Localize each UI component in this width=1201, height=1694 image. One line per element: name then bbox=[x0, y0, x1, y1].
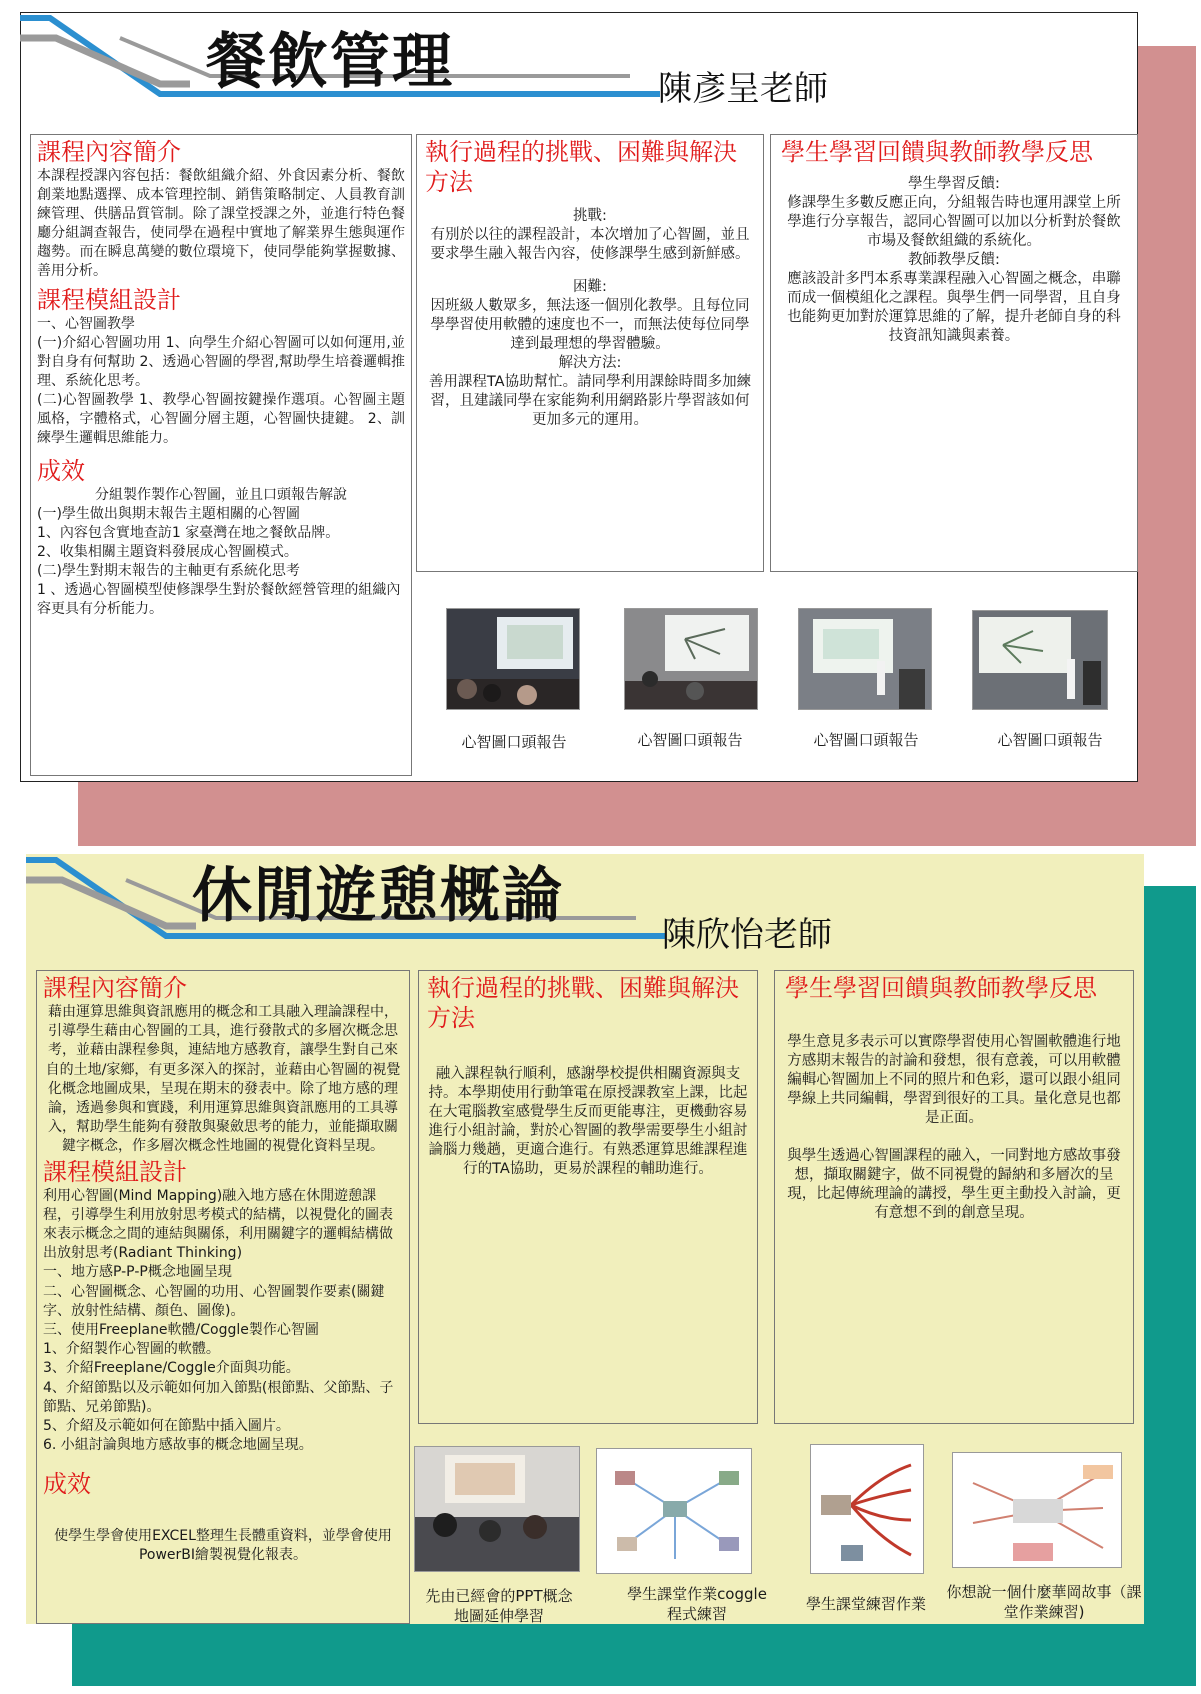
mindmap-screenshot bbox=[810, 1444, 924, 1574]
bottom-column-feedback bbox=[774, 970, 1134, 1424]
photo-caption: 心智圖口頭報告 bbox=[813, 731, 919, 749]
list-item: 1 、透過心智圖模型使修課學生對於餐飲經營管理的組織內容更具有分析能力。 bbox=[37, 582, 401, 617]
list-item: (二)心智圖教學 1、教學心智圖按鍵操作選項。心智圖主題風格，字體格式，心智圖分層主題，心智圖快捷鍵。 2、訓練學生邏輯思維能力。 bbox=[37, 392, 405, 446]
classroom-photo bbox=[972, 610, 1108, 710]
classroom-photo bbox=[798, 608, 932, 710]
section-heading: 執行過程的挑戰、困難與解決方法 bbox=[425, 138, 737, 196]
section-heading: 成效 bbox=[43, 1470, 91, 1499]
top-column-intro bbox=[30, 134, 412, 776]
bottom-column-intro bbox=[36, 970, 410, 1624]
photo-caption: 心智圖口頭報告 bbox=[997, 731, 1103, 749]
course-title: 餐飲管理 bbox=[206, 27, 454, 97]
top-column-feedback bbox=[770, 134, 1138, 572]
list-item: 利用心智圖(Mind Mapping)融入地方感在休閒遊憩課程，引導學生利用放射思考模式的結構，以視覺化的圖表來表示概念之間的連結與關係，利用關鍵字的邏輯結構做出放射思考(Radiant Thinking) bbox=[43, 1187, 393, 1262]
mindmap-screenshot bbox=[952, 1452, 1122, 1568]
section-text: 學生意見多表示可以實際學習使用心智圖軟體進行地方感期末報告的討論和發想，很有意義，可以用軟體編輯心智圖加上不同的照片和色彩，還可以跟小組同學線上共同編輯，學習到很好的工具。量化意見也都是正面。 bbox=[787, 1034, 1121, 1126]
section-heading: 課程模組設計 bbox=[43, 1157, 187, 1186]
label: 教師教學反饋: bbox=[908, 252, 1000, 268]
list-item: 一、心智圖教學 bbox=[37, 316, 135, 332]
section-heading: 課程模組設計 bbox=[37, 286, 181, 314]
label: 挑戰: bbox=[573, 208, 607, 224]
list-item: 4、介紹節點以及示範如何加入節點(根節點、父節點、子節點、兄弟節點)。 bbox=[43, 1379, 394, 1415]
section-text: 有別於以往的課程設計，本次增加了心智圖，並且要求學生融入報告內容，使修課學生感到新鮮感。 bbox=[430, 227, 750, 262]
list-item: 二、心智圖概念、心智圖的功用、心智圖製作要素(關鍵字、放射性結構、顏色、圖像)。 bbox=[43, 1283, 385, 1319]
section-text: 修課學生多數反應正向，分組報告時也運用課堂上所學進行分享報告，認同心智圖可以加以分析對於餐飲市場及餐飲組織的系統化。 bbox=[787, 195, 1121, 249]
list-item: 5、介紹及示範如何在節點中插入圖片。 bbox=[43, 1418, 290, 1435]
teacher-name: 陳欣怡老師 bbox=[662, 915, 832, 955]
photo-caption: 學生課堂作業coggle程式練習 bbox=[627, 1585, 767, 1623]
label: 學生學習反饋: bbox=[908, 176, 1000, 192]
section-heading: 執行過程的挑戰、困難與解決方法 bbox=[427, 974, 739, 1032]
section-text: 分組製作製作心智圖，並且口頭報告解說 bbox=[95, 487, 347, 503]
top-column-challenges bbox=[416, 134, 764, 572]
section-text: 因班級人數眾多，無法逐一個別化教學。且每位同學學習使用軟體的速度也不一，而無法使每位同學達到最理想的學習體驗。 bbox=[430, 298, 750, 352]
classroom-photo bbox=[624, 608, 758, 710]
section-heading: 學生學習回饋與教師教學反思 bbox=[785, 974, 1097, 1002]
section-text: 本課程授課內容包括：餐飲組織介紹、外食因素分析、餐飲創業地點選擇、成本管理控制、銷售策略制定、人員教育訓練管理、供膳品質管制。除了課堂授課之外，並進行特色餐廳分組調查報告，使同學在過程中實地了解業界生態與運作趨勢。而在瞬息萬變的數位環境下，使同學能夠掌握數據、善用分析。 bbox=[37, 168, 405, 279]
list-item: 6. 小組討論與地方感故事的概念地圖呈現。 bbox=[43, 1437, 313, 1454]
list-item: (一)學生做出與期末報告主題相關的心智圖 bbox=[37, 506, 300, 522]
mindmap-screenshot bbox=[596, 1448, 752, 1574]
list-item: 3、介紹Freeplane/Coggle介面與功能。 bbox=[43, 1360, 300, 1377]
section-heading: 課程內容簡介 bbox=[37, 138, 181, 166]
list-item: 2、收集相關主題資料發展成心智圖模式。 bbox=[37, 544, 298, 560]
section-heading: 學生學習回饋與教師教學反思 bbox=[781, 138, 1093, 166]
list-item: 三、使用Freeplane軟體/Coggle製作心智圖 bbox=[43, 1322, 319, 1339]
course-title: 休閒遊憩概論 bbox=[192, 861, 564, 931]
section-text: 使學生學會使用EXCEL整理生長體重資料，並學會使用PowerBI繪製視覺化報表。 bbox=[54, 1528, 392, 1564]
classroom-photo bbox=[414, 1446, 580, 1572]
label: 解決方法: bbox=[558, 355, 622, 371]
list-item: (二)學生對期末報告的主軸更有系統化思考 bbox=[37, 563, 300, 579]
section-text: 藉由運算思維與資訊應用的概念和工具融入理論課程中，引導學生藉由心智圖的工具，進行發散式的多層次概念思考，並藉由課程參與，連結地方感教育，讓學生對自己來自的土地/家鄉，有更多深入的探討，並藉由心智圖的視覺化概念地圖成果，呈現在期末的發表中。除了地方感的理論，透過參與和實踐，利用運算思維與資訊應用的工具導入，幫助學生能夠有發散與聚斂思考的能力，並能擷取關鍵字概念，作多層次概念性地圖的視覺化資料呈現。 bbox=[45, 1004, 401, 1155]
bottom-column-challenges bbox=[418, 970, 758, 1424]
list-item: 1、介紹製作心智圖的軟體。 bbox=[43, 1341, 220, 1358]
list-item: 一、地方感P-P-P概念地圖呈現 bbox=[43, 1264, 232, 1281]
photo-caption: 學生課堂練習作業 bbox=[805, 1595, 926, 1613]
section-heading: 成效 bbox=[37, 457, 85, 485]
section-text: 融入課程執行順利，感謝學校提供相關資源與支持。本學期使用行動筆電在原授課教室上課，比起在大電腦教室感覺學生反而更能專注，更機動容易進行小組討論，對於心智圖的教學需要學生小組討論腦力幾趟，更適合進行。有熟悉運算思維課程進行的TA協助，更易於課程的輔助進行。 bbox=[428, 1066, 748, 1177]
list-item: (一)介紹心智圖功用 1、向學生介紹心智圖可以如何運用,並對自身有何幫助 2、透過心智圖的學習,幫助學生培養邏輯推理、系統化思考。 bbox=[37, 335, 405, 389]
section-heading: 課程內容簡介 bbox=[43, 974, 187, 1002]
section-text: 應該設計多門本系專業課程融入心智圖之概念，串聯而成一個模組化之課程。與學生們一同學習，且自身也能夠更加對於運算思維的了解，提升老師自身的科技資訊知識與素養。 bbox=[787, 271, 1121, 344]
photo-caption: 你想說一個什麼華岡故事（課堂作業練習) bbox=[946, 1583, 1142, 1621]
section-text: 善用課程TA協助幫忙。請同學利用課餘時間多加練習，且建議同學在家能夠利用網路影片學習該如何更加多元的運用。 bbox=[428, 374, 752, 428]
classroom-photo bbox=[446, 608, 580, 710]
photo-caption: 心智圖口頭報告 bbox=[637, 731, 743, 749]
section-text: 與學生透過心智圖課程的融入，一同對地方感故事發想，擷取關鍵字，做不同視覺的歸納和多層次的呈現，比起傳統理論的講授，學生更主動投入討論，更有意想不到的創意呈現。 bbox=[787, 1148, 1121, 1221]
teacher-name: 陳彥呈老師 bbox=[658, 69, 828, 109]
list-item: 1、內容包含實地查訪1 家臺灣在地之餐飲品牌。 bbox=[37, 525, 340, 541]
photo-caption: 心智圖口頭報告 bbox=[461, 733, 567, 751]
photo-caption: 先由已經會的PPT概念地圖延伸學習 bbox=[425, 1587, 573, 1625]
label: 困難: bbox=[573, 279, 607, 295]
